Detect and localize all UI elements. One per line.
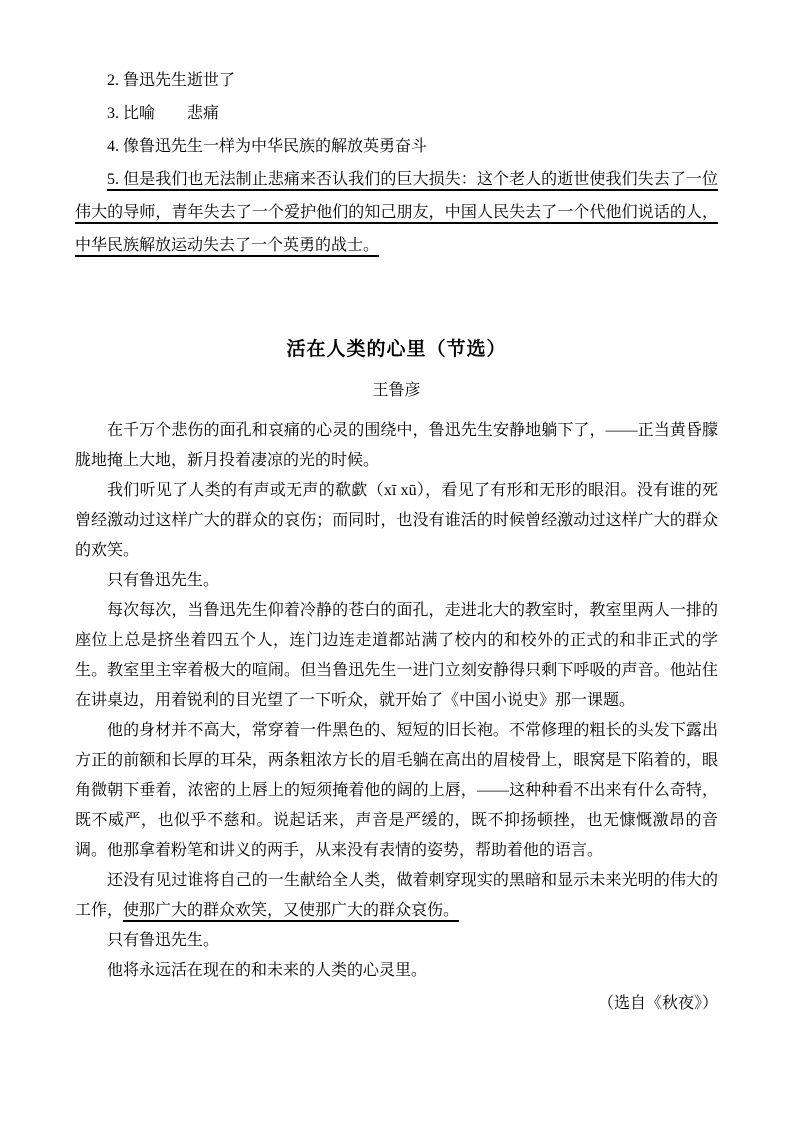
answers-list [75,64,718,262]
answer-text: 2. 鲁迅先生逝世了 [107,72,236,89]
text-segment: 每次每次，当鲁迅先生仰着冷静的苍白的面孔，走进北大的教室时，教室里两人一排的座位上总是挤坐着四五个人，连门边连走道都站满了校内的和校外的正式的和非正式的学生。教室里主宰着极大的喧闹。但当鲁迅先生一进门立刻安静得只剩下呼吸的声音。他站住在讲桌边，用着锐利的目光望了一下听众，就开始了《中国小说史》那一课题。 [75,602,718,709]
answer-text: 3. 比喻 悲痛 [107,105,220,122]
answer-item [75,97,718,130]
paragraph [75,866,718,926]
paragraph [75,596,718,716]
paragraph [75,716,718,866]
text-segment: 他将永远活在现在的和未来的人类的心灵里。 [107,962,428,979]
paragraph [75,926,718,956]
text-segment: 在千万个悲伤的面孔和哀痛的心灵的围绕中，鲁迅先生安静地躺下了，——正当黄昏朦胧地掩上大地，新月投着凄凉的光的时候。 [75,422,718,469]
paragraph [75,956,718,986]
article-body [75,416,718,986]
article-author: 王鲁彦 [372,382,421,399]
paragraph [75,476,718,566]
answer-text: 4. 像鲁迅先生一样为中华民族的解放英勇奋斗 [107,138,428,155]
answer-item [75,163,718,262]
answer-item [75,64,718,97]
answer-text-underlined: 5. 但是我们也无法制止悲痛来否认我们的巨大损失：这个老人的逝世使我们失去了一位伟大的导师，青年失去了一个爱护他们的知己朋友，中国人民失去了一个代他们说话的人，中华民族解放运动失去了一个英勇的战士。 [75,171,718,254]
paragraph [75,566,718,596]
article-source: （选自《秋夜》） [597,995,718,1012]
text-segment: 他的身材并不高大，常穿着一件黑色的、短短的旧长袍。不常修理的粗长的头发下露出方正的前额和长厚的耳朵，两条粗浓方长的眉毛躺在高出的眉棱骨上，眼窝是下陷着的，眼角微朝下垂着，浓密的上唇上的短须掩着他的阔的上唇，——这种种看不出来有什么奇特，既不威严，也似乎不慈和。说起话来，声音是严缓的，既不抑扬顿挫，也无慷慨激昂的音调。他那拿着粉笔和讲义的两手，从来没有表情的姿势，帮助着他的语言。 [75,722,718,859]
text-segment: 还没有见过谁将自己的一生献给全人类，做着刺穿现实的黑暗和显示未来光明的伟大的工作， [75,872,718,919]
underlined-text-segment: 使那广大的群众欢笑，又使那广大的群众哀伤。 [123,902,460,919]
answer-item [75,130,718,163]
paragraph [75,416,718,476]
article-title: 活在人类的心里（节选） [286,339,507,360]
text-segment: 只有鲁迅先生。 [107,932,220,949]
text-segment: 我们听见了人类的有声或无声的欷歔（xī xū），看见了有形和无形的眼泪。没有谁的死曾经激动过这样广大的群众的哀伤；而同时，也没有谁活的时候曾经激动过这样广大的群众的欢笑。 [75,482,718,559]
text-segment: 只有鲁迅先生。 [107,572,220,589]
